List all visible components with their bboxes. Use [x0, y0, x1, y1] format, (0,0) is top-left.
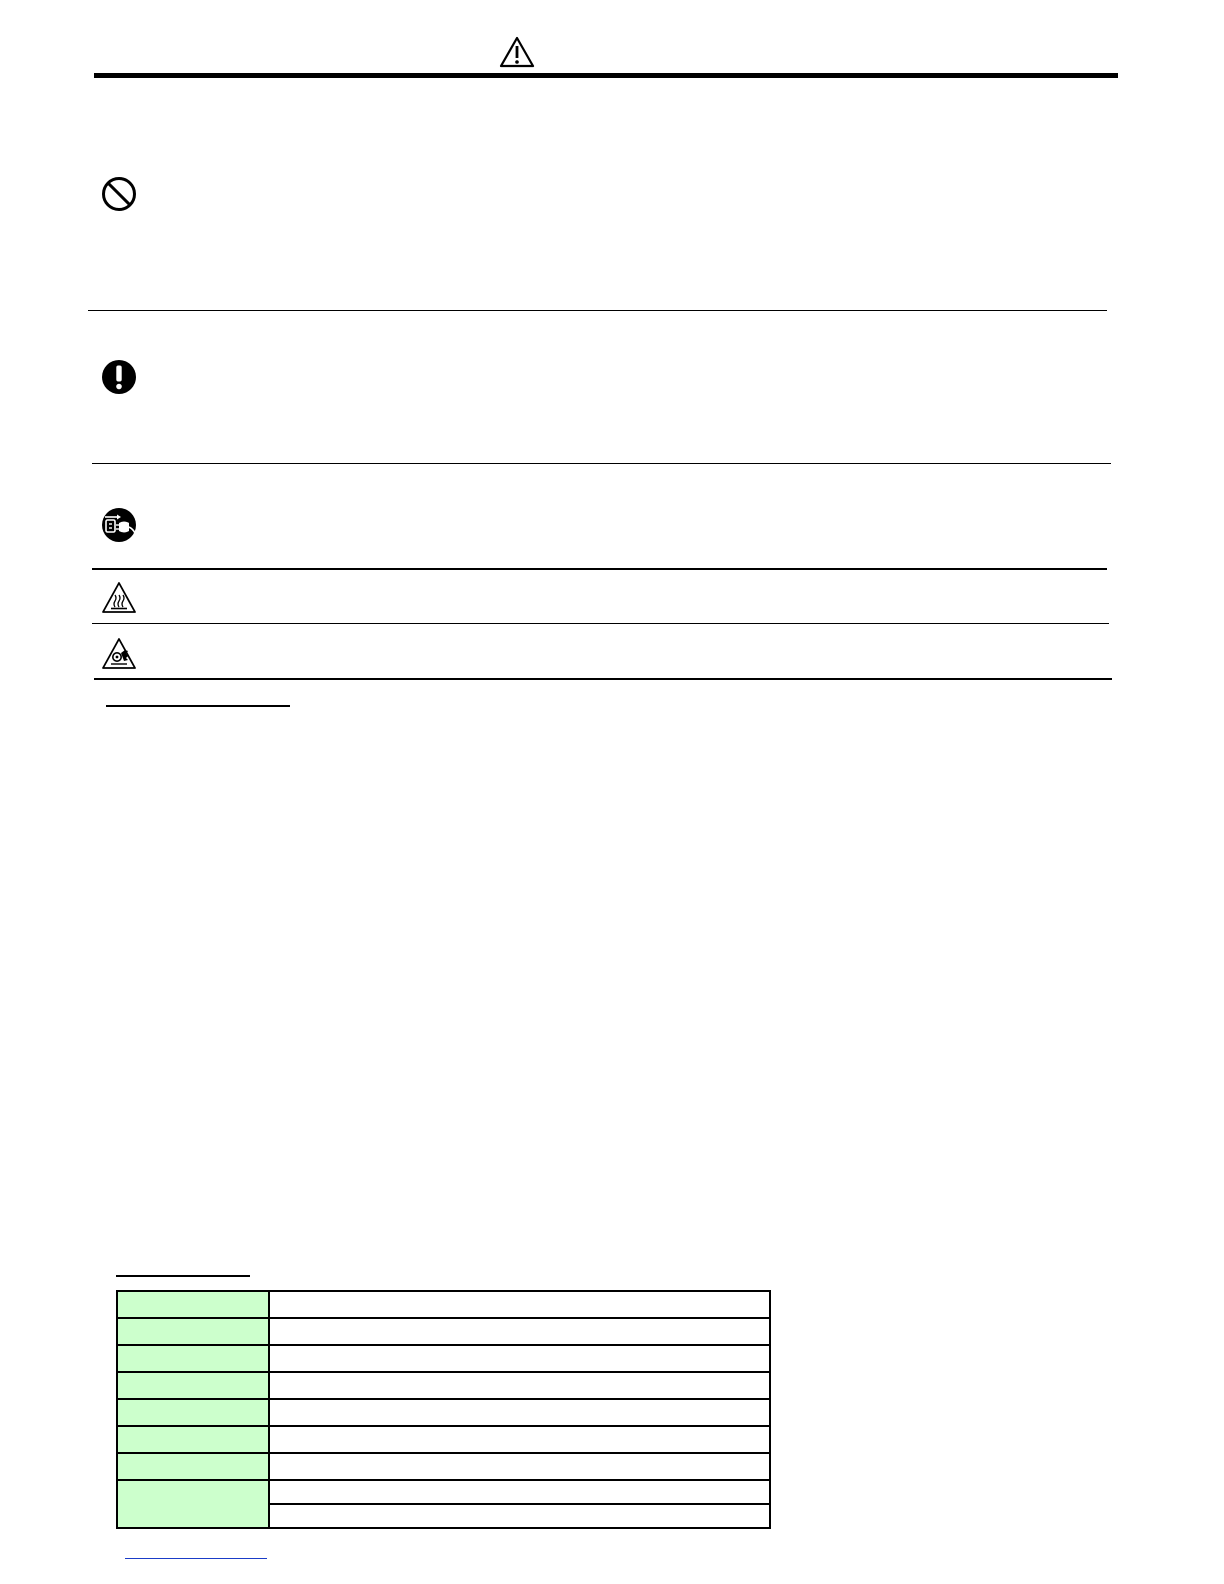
spec-value-cell: [269, 1426, 770, 1453]
spec-value-cell: [269, 1504, 770, 1528]
spec-label-cell: [117, 1372, 269, 1399]
section-divider: [92, 568, 1107, 570]
spec-value-cell: [269, 1399, 770, 1426]
table-row: [117, 1372, 770, 1399]
spec-label-cell: [117, 1399, 269, 1426]
section-divider: [92, 463, 1111, 464]
header-rule: [94, 73, 1118, 78]
spec-table: [116, 1290, 771, 1529]
prohibition-icon: [101, 176, 137, 212]
table-row: [117, 1480, 770, 1504]
link-underline[interactable]: [125, 1558, 267, 1559]
spec-value-cell: [269, 1291, 770, 1318]
spec-value-cell: [269, 1372, 770, 1399]
table-row: [117, 1291, 770, 1318]
table-row: [117, 1426, 770, 1453]
spec-label-cell: [117, 1453, 269, 1480]
spec-value-cell: [269, 1453, 770, 1480]
table-row: [117, 1345, 770, 1372]
mandatory-action-icon: [101, 359, 137, 395]
section-divider: [88, 310, 1107, 311]
spec-value-cell: [269, 1318, 770, 1345]
warning-triangle-icon: [499, 36, 535, 68]
spec-label-cell: [117, 1318, 269, 1345]
table-row: [117, 1399, 770, 1426]
table-row: [117, 1318, 770, 1345]
heading-underline: [106, 705, 290, 707]
spec-value-cell: [269, 1480, 770, 1504]
pinch-hazard-icon: [101, 637, 137, 670]
table-row: [117, 1453, 770, 1480]
spec-value-cell: [269, 1345, 770, 1372]
spec-label-cell: [117, 1345, 269, 1372]
section-bottom-rule: [94, 678, 1112, 680]
hot-surface-icon: [101, 581, 137, 614]
spec-label-cell: [117, 1291, 269, 1318]
unplug-icon: [101, 507, 137, 543]
spec-label-cell: [117, 1426, 269, 1453]
section-divider: [92, 623, 1109, 624]
spec-label-cell: [117, 1480, 269, 1528]
table-heading-underline: [116, 1275, 250, 1277]
